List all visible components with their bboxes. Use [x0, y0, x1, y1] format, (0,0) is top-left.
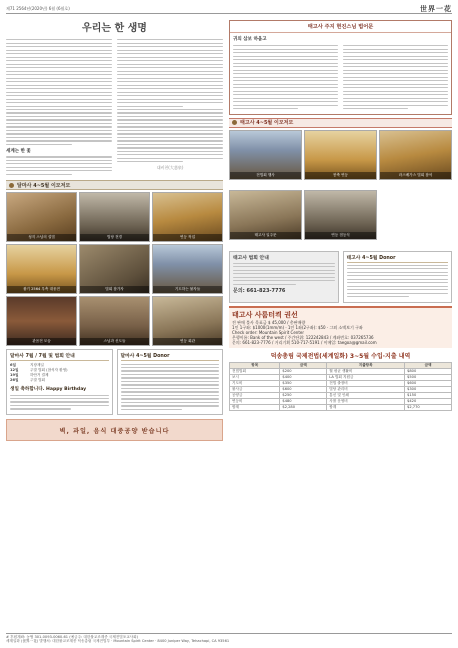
- photo: [229, 130, 302, 180]
- table-row: 보시 $400 LA 법회 지원금 $500: [230, 374, 452, 380]
- right-photo-section-header: [229, 118, 452, 128]
- banner-line: Check order: Mountain Spirit Center: [232, 330, 304, 336]
- photo-caption: 스님과 신도들: [80, 338, 149, 345]
- banner-title: 태고사 사룸터켝 권선: [232, 310, 298, 319]
- body-columns: [6, 17, 452, 441]
- contact-line: 문의: 661-823-7776: [233, 288, 286, 295]
- article-subhead: 세계는 한 꽃: [6, 149, 31, 155]
- schedule-row: 12일 주말 법회 (참석자 환영): [10, 368, 68, 373]
- photo: [304, 190, 377, 240]
- schedule-row: 19일 하안거 결제: [10, 373, 49, 378]
- section-title: 태고사 4~5월 이모저모: [240, 120, 294, 126]
- banner-line: 은행이름: Bank of the west / 주간단위: 122242843 / 계좌번호: 037265736: [232, 335, 374, 341]
- slogan-text: 벽, 과일, 음식 대중공양 받습니다: [59, 427, 170, 435]
- abbot-message-title: 태고사 주지 현진스님 법어문: [230, 21, 451, 33]
- photo: [379, 130, 452, 180]
- left-column: [6, 17, 223, 441]
- birthday-title: 생일 축하합니다. Happy Birthday: [10, 387, 87, 393]
- banner-line: 1인 1구좌: $1000(1mm/m) · 1인 1좌(2구좌): $50 · 그외 소액보기 구좌: [232, 324, 363, 330]
- photo-caption: 불기 2564 우측 대웅전: [7, 286, 76, 293]
- photo: [229, 190, 302, 240]
- page-footer: [6, 633, 452, 644]
- finance-title: 덕송총림 국제전법(세계일화) 3~5월 수입·지출 내역: [270, 352, 411, 360]
- section-bullet-icon: [232, 120, 237, 125]
- brand-title: 世界一花: [420, 3, 452, 13]
- photo: [304, 130, 377, 180]
- table-row: 공양금 $250 통신 및 인쇄 $150: [230, 392, 452, 398]
- article-signature: 대비천(大悲泉): [156, 164, 184, 170]
- banner-line: 문의: 661-823-7776 / 거리기획 510-717-5191 / 이메일: taegoa@gmail.com: [232, 340, 377, 346]
- article-col-2: [117, 37, 223, 177]
- photo: [152, 244, 223, 294]
- photo: [79, 244, 150, 294]
- footer-account: # 후원계좌: 농협 301-0093-0060-61 (예금주: 대한불교조계종 국제전법포교사회): [6, 634, 139, 639]
- message-intro: 귀의 삼보 하옵고: [233, 37, 267, 42]
- photo-caption: 전법회 행사: [230, 172, 301, 179]
- footer-publisher: 세계일화 (世界一花) 발행처: 대한불교조계종 덕송총림 국제전법부 · Mountain Spirit Center · 8400 Juniper Way, Tehachapi, CA 93561: [6, 639, 230, 644]
- left-info-boxes: [6, 349, 223, 415]
- banner-line: 전 판매 불사 목표금 $ 45,000 / 총판매량: [232, 319, 306, 325]
- schedule-row: 6일 지장재일: [10, 363, 44, 368]
- photo-caption: 기도하는 불자들: [153, 286, 222, 293]
- table-row: 기도비 $350 전법 출장비 $600: [230, 380, 452, 386]
- finance-table: [229, 362, 452, 411]
- schedule-row: 26일 주말 법회: [10, 378, 46, 383]
- left-photo-grid: [6, 192, 223, 346]
- donor-box: [117, 349, 224, 415]
- photo-caption: 태고사 일주문: [230, 232, 301, 239]
- table-row: 연등비 $480 사찰 운영비 $420: [230, 398, 452, 404]
- abbot-message-box: [229, 20, 452, 115]
- photo-caption: 법당 전경: [80, 234, 149, 241]
- photo-caption: 법회 참가자: [80, 286, 149, 293]
- issue-meta: 제71 2564년(2020년) 6월 (6월호): [6, 5, 70, 11]
- photo: [79, 296, 150, 346]
- table-row: 불사금 $600 법당 관리비 $300: [230, 386, 452, 392]
- photo-caption: 연등 작업: [153, 234, 222, 241]
- service-title: 태고사 법회 안내: [233, 255, 269, 261]
- right-info-boxes: [229, 251, 452, 303]
- right-column: [229, 17, 452, 441]
- left-photo-section-header: [6, 180, 223, 190]
- photo-caption: 라스베가스 법회 참석: [380, 172, 451, 179]
- slogan-banner: [6, 419, 223, 441]
- top-bar: [6, 4, 452, 14]
- photo: [6, 296, 77, 346]
- photo-caption: 관음전 모습: [7, 338, 76, 345]
- contact-label: 문의: [233, 288, 243, 295]
- feature-article: [6, 37, 223, 177]
- schedule-title: 달마사 7월 / 7월 및 법회 안내: [10, 352, 109, 361]
- photo: [152, 192, 223, 242]
- feature-title: 우리는 한 생명: [82, 23, 147, 34]
- photo: [6, 192, 77, 242]
- photo-caption: 봉축 연등: [305, 172, 376, 179]
- section-title: 달마사 4~5월 이모저모: [17, 182, 71, 189]
- section-bullet-icon: [9, 183, 14, 188]
- donor-title: 태고사 4~5월 Donor: [347, 254, 448, 263]
- schedule-box: [6, 349, 113, 415]
- donor-title: 달마사 4~5월 Donor: [121, 352, 220, 361]
- photo-caption: 연등 점등식: [305, 232, 376, 239]
- photo: [6, 244, 77, 294]
- taegosa-donor-box: [343, 251, 452, 303]
- photo-caption: 연등 회관: [153, 338, 222, 345]
- photo: [152, 296, 223, 346]
- article-col-1: [6, 37, 112, 177]
- right-photo-grid: [229, 130, 452, 248]
- fundraising-banner: [229, 306, 452, 348]
- photo-caption: 성지 스님의 설법: [7, 234, 76, 241]
- table-row: 전법법회 $200 월 평균 생활비 $800: [230, 368, 452, 374]
- table-header-row: 항목 금액 지출항목 금액: [230, 362, 452, 368]
- photo: [79, 192, 150, 242]
- contact-phone: 661-823-7776: [246, 288, 286, 295]
- service-box: [229, 251, 338, 303]
- table-row: 합계 $2,280 합계 $2,770: [230, 404, 452, 410]
